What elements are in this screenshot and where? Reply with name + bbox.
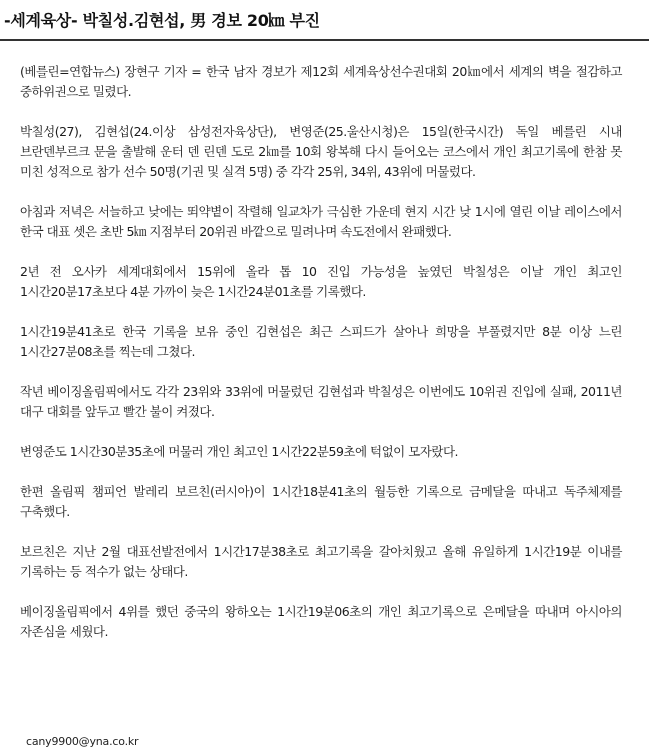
paragraph-beijing: 작년 베이징올림픽에서도 각각 23위와 33위에 머물렀던 김현섭과 박칠성은 이번에도 10위권 진입에 실패, 2011년 대구 대회를 앞두고 빨간 불이 켜졌다. [20,384,622,419]
paragraph-wang: 베이징올림픽에서 4위를 했던 중국의 왕하오는 1시간19분06초의 개인 최고기록으로 은메달을 따내며 아시아의 자존심을 세웠다. [20,604,622,639]
paragraph-borchin: 한편 올림픽 챔피언 발레리 보르친(러시아)이 1시간18분41초의 월등한 기록으로 금메달을 따내고 독주체제를 구축했다. [20,484,622,519]
reporter-email: cany9900@yna.co.kr [26,735,139,748]
article-body [20,62,622,642]
paragraph-byun: 변영준도 1시간30분35초에 머물러 개인 최고인 1시간22분59초에 턱없이 모자랐다. [20,444,458,459]
paragraph-results: 박칠성(27), 김현섭(24.이상 삼성전자육상단), 변영준(25.울산시청)은 15일(한국시간) 독일 베를린 시내 브란덴부르크 문을 출발해 운터 덴 린덴 도로 2㎞를 10회 왕복해 다시 들어오는 코스에서 개인 최고기록에 한참 못 미친 성적으로 참가 선수 50명(기권 및 실격 5명) 중 각각 25위, 34위, 43위에 머물렀다. [20,124,622,179]
paragraph-lead: (베를린=연합뉴스) 장현구 기자 = 한국 남자 경보가 제12회 세계육상선수권대회 20㎞에서 세계의 벽을 절감하고 중하위권으로 밀렸다. [20,64,622,99]
paragraph-kim: 1시간19분41초로 한국 기록을 보유 중인 김현섭은 최근 스피드가 살아나 희망을 부풀렸지만 8분 이상 느린 1시간27분08초를 찍는데 그쳤다. [20,324,622,359]
paragraph-park: 2년 전 오사카 세계대회에서 15위에 올라 톱 10 진입 가능성을 높였던 박칠성은 이날 개인 최고인 1시간20분17초보다 4분 가까이 늦은 1시간24분01초를 기록했다. [20,264,622,299]
paragraph-weather: 아침과 저녁은 서늘하고 낮에는 뙤약볕이 작렬해 일교차가 극심한 가운데 현지 시간 낮 1시에 열린 이날 레이스에서 한국 대표 셋은 초반 5㎞ 지점부터 20위권 바깥으로 밀려나며 속도전에서 완패했다. [20,204,622,239]
paragraph-borchin-record: 보르친은 지난 2월 대표선발전에서 1시간17분38초로 최고기록을 갈아치웠고 올해 유일하게 1시간19분 이내를 기록하는 등 적수가 없는 상태다. [20,544,622,579]
article-headline: -세계육상- 박칠성.김현섭, 男 경보 20㎞ 부진 [4,11,320,30]
headline-divider [0,39,649,41]
